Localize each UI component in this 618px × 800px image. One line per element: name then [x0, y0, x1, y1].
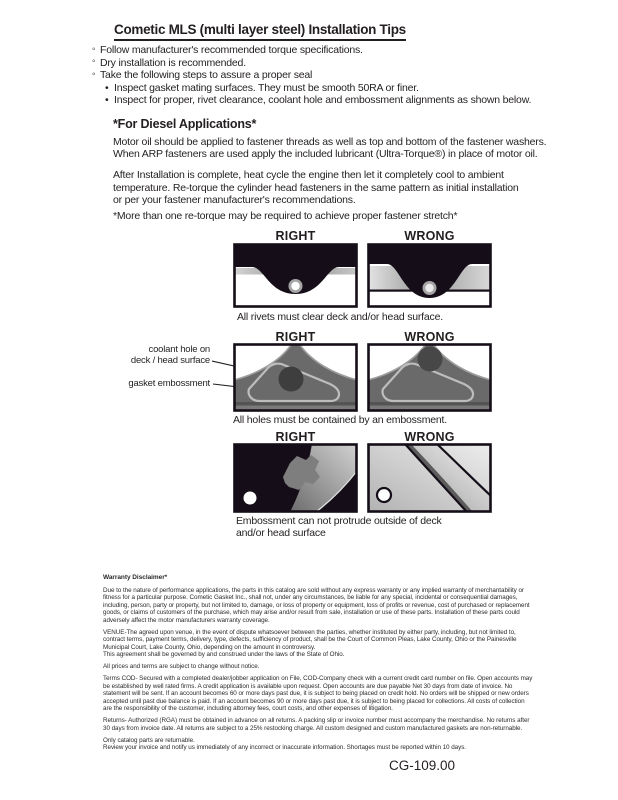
- disclaimer-paragraph: Terms COD- Secured with a completed dealer/jobber application on File, COD-Company check with a current credit card number on file. Open accounts may be established by well rated firms. A credit application is available upon request. Open accounts are due payable Net 30 days from date of invoice. No statement will be sent. If an account becomes 60 or more days past due, it is subject to being placed on credit hold. No orders will be shipped or new orders accepted until past due balance is paid. If an account becomes 90 or more days past due, it is subject to being placed for collections. All costs of collection are the responsibility of the customer, including attorney fees, court costs, and other expenses of litigation.: [103, 675, 533, 712]
- embossment-wrong-diagram: [367, 443, 492, 513]
- figure1-caption: All rivets must clear deck and/or head surface.: [237, 311, 443, 323]
- warranty-disclaimer-section: [103, 574, 535, 756]
- figure1-right-label: RIGHT: [275, 229, 316, 243]
- coolant-hole-right-diagram: [233, 343, 358, 412]
- paragraph-line: temperature. Re-torque the cylinder head fasteners in the same pattern as initial installation: [113, 181, 519, 194]
- figure3-caption: Embossment can not protrude outside of deck and/or head surface: [236, 515, 442, 539]
- paragraph-line: Motor oil should be applied to fastener threads as well as top and bottom of the fastener washers.: [113, 135, 547, 148]
- paragraph-line: After Installation is complete, heat cycle the engine then let it completely cool to ambient: [113, 169, 504, 181]
- coolant-hole-wrong-diagram: [367, 343, 492, 412]
- diesel-applications-section: [113, 117, 546, 223]
- gasket-embossment-annotation: gasket embossment: [128, 378, 210, 389]
- figure2-wrong-label: WRONG: [404, 330, 455, 344]
- rivet-right-diagram: [233, 243, 358, 308]
- section-heading: *For Diesel Applications*: [113, 117, 257, 131]
- list-item: ◦ Follow manufacturer's recommended torque specifications.: [92, 44, 531, 57]
- disclaimer-paragraph: Returns- Authorized (RGA) must be obtained in advance on all returns. A packing slip or invoice number must accompany the merchandise. No returns after 30 days from invoice date. All returns are subject to a 25% restocking charge. All custom designed and custom manufactured gaskets are non-returnable.: [103, 717, 530, 732]
- list-item: ◦ Take the following steps to assure a proper seal: [92, 69, 531, 82]
- coolant-hole-annotation: coolant hole on deck / head surface: [130, 344, 210, 366]
- catalog-page-number: CG-109.00: [389, 758, 456, 773]
- disclaimer-paragraph: This agreement shall be governed by and construed under the laws of the State of Ohio.: [103, 651, 345, 658]
- disclaimer-paragraph: All prices and terms are subject to change without notice.: [103, 663, 260, 670]
- paragraph: [113, 136, 546, 161]
- disclaimer-paragraph: Only catalog parts are returnable.: [103, 736, 195, 744]
- figure3-right-label: RIGHT: [275, 430, 316, 444]
- disclaimer-paragraph: Review your invoice and notify us immediately of any incorrect or inaccurate information. Shortages must be reported within 10 days.: [103, 744, 466, 751]
- figure2-caption: All holes must be contained by an embossment.: [233, 414, 447, 426]
- figure3-wrong-label: WRONG: [404, 430, 455, 444]
- paragraph: [113, 169, 546, 207]
- list-item: ◦ Dry installation is recommended.: [92, 57, 531, 70]
- retorque-note: *More than one re-torque may be required to achieve proper fastener stretch*: [113, 210, 458, 222]
- paragraph-line: or per your fastener manufacturer's recommendations.: [113, 194, 356, 206]
- installation-tips-list: [92, 44, 531, 107]
- list-sub-item: • Inspect for proper, rivet clearance, coolant hole and embossment alignments as shown below.: [105, 94, 531, 107]
- paragraph-line: When ARP fasteners are used apply the included lubricant (Ultra-Torque®) in place of motor oil.: [113, 148, 538, 160]
- figure2-right-label: RIGHT: [275, 330, 316, 344]
- disclaimer-paragraph: Due to the nature of performance applications, the parts in this catalog are sold without any express warranty or any implied warranty of merchantability or fitness for a particular purpose. Cometic Gasket Inc., shall not, under any circumstances, be liable for any special, incidental or consequential damages, including, person, party or property, but not limited to, damage, or loss of property or equipment, loss of profits or revenue, cost of purchased or replacement goods, or claims of customers of the purchase, which may arise and/or result from sale, installation or use of these parts. Installation of these parts could adversely affect the motor manufacturers warranty coverage.: [103, 586, 530, 624]
- page-title: Cometic MLS (multi layer steel) Installation Tips: [114, 22, 406, 41]
- figure1-wrong-label: WRONG: [404, 229, 455, 243]
- disclaimer-heading: Warranty Disclaimer*: [103, 574, 168, 581]
- list-sub-item: • Inspect gasket mating surfaces. They must be smooth 50RA or finer.: [105, 82, 531, 95]
- rivet-wrong-diagram: [367, 243, 492, 308]
- disclaimer-paragraph: VENUE-The agreed upon venue, in the event of dispute whatsoever between the parties, whether instituted by either party, including, but not limited to, contract terms, payment terms, delivery, type, defects, sufficiency of product, shall be the Court of Common Pleas, Lake County, Ohio or the Painesville Municipal Court, Lake County, Ohio, depending on the amount in controversy.: [103, 628, 517, 651]
- embossment-right-diagram: [233, 443, 358, 513]
